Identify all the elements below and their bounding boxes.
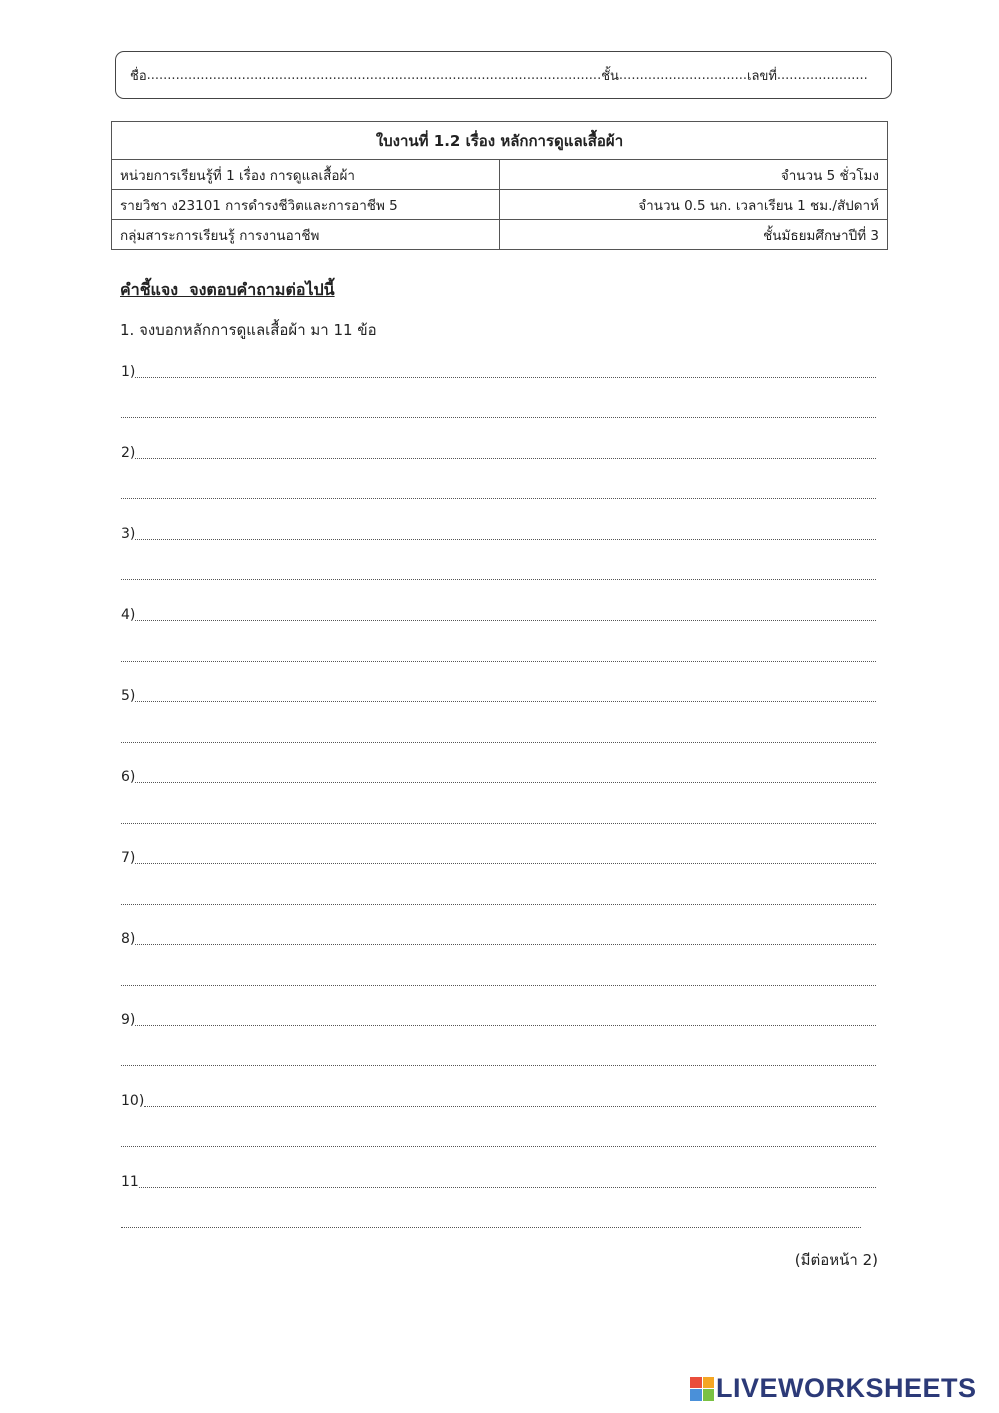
answer-line-5[interactable]: [121, 686, 876, 706]
answer-line-5-cont[interactable]: [121, 727, 876, 747]
answer-line-1-cont[interactable]: [121, 402, 876, 422]
answer-line-11-cont[interactable]: [121, 1212, 861, 1232]
answer-number: 11: [121, 1174, 139, 1190]
answer-line-7[interactable]: [121, 848, 876, 868]
answer-number: 3): [121, 526, 136, 542]
logo-text: LIVEWORKSHEETS: [716, 1373, 977, 1403]
name-field[interactable]: ..............................................................................................................: [146, 67, 602, 83]
logo-icon: [690, 1377, 714, 1401]
answer-line-4-cont[interactable]: [121, 646, 876, 666]
question-text: 1. จงบอกหลักการดูแลเสื้อผ้า มา 11 ข้อ: [120, 321, 377, 339]
answer-number: 6): [121, 769, 136, 785]
answer-line-8[interactable]: [121, 929, 876, 949]
answer-line-8-cont[interactable]: [121, 970, 876, 990]
hours-cell: จำนวน 5 ชั่วโมง: [500, 160, 888, 190]
answer-line-2-cont[interactable]: [121, 483, 876, 503]
student-info-box: [115, 51, 892, 99]
answer-line-6[interactable]: [121, 767, 876, 787]
answer-line-10[interactable]: [121, 1091, 876, 1111]
table-row: [112, 190, 888, 220]
answer-number: 4): [121, 607, 136, 623]
answer-number: 5): [121, 688, 136, 704]
answer-number: 9): [121, 1012, 136, 1028]
liveworksheets-logo: [690, 1373, 977, 1404]
table-row: [112, 220, 888, 250]
subject-cell: รายวิชา ง23101 การดำรงชีวิตและการอาชีพ 5: [112, 190, 500, 220]
class-label: ชั้น: [601, 68, 619, 84]
answer-number: 1): [121, 364, 136, 380]
answer-line-4[interactable]: [121, 605, 876, 625]
unit-cell: หน่วยการเรียนรู้ที่ 1 เรื่อง การดูแลเสื้อผ้า: [112, 160, 500, 190]
credits-cell: จำนวน 0.5 นก. เวลาเรียน 1 ชม./สัปดาห์: [500, 190, 888, 220]
answer-number: 7): [121, 850, 136, 866]
answer-line-1[interactable]: [121, 362, 876, 382]
number-label: เลขที่: [747, 68, 777, 84]
worksheet-info-table: [111, 121, 888, 250]
worksheet-title: ใบงานที่ 1.2 เรื่อง หลักการดูแลเสื้อผ้า: [112, 122, 888, 160]
answer-line-10-cont[interactable]: [121, 1131, 876, 1151]
answer-number: 8): [121, 931, 136, 947]
answer-line-6-cont[interactable]: [121, 808, 876, 828]
number-field[interactable]: ......................: [776, 67, 868, 83]
answer-number: 2): [121, 445, 136, 461]
class-field[interactable]: ...............................: [618, 67, 748, 83]
learning-area-cell: กลุ่มสาระการเรียนรู้ การงานอาชีพ: [112, 220, 500, 250]
answer-line-3-cont[interactable]: [121, 564, 876, 584]
instruction-heading: คำชี้แจง จงตอบคำถามต่อไปนี้: [120, 280, 335, 299]
continued-note: (มีต่อหน้า 2): [794, 1251, 878, 1269]
answer-number: 10): [121, 1093, 145, 1109]
grade-level-cell: ชั้นมัธยมศึกษาปีที่ 3: [500, 220, 888, 250]
answer-line-3[interactable]: [121, 524, 876, 544]
answer-line-11[interactable]: [121, 1172, 876, 1192]
answer-line-9[interactable]: [121, 1010, 876, 1030]
table-row: [112, 160, 888, 190]
name-label: ชื่อ: [130, 68, 147, 84]
answer-line-9-cont[interactable]: [121, 1050, 876, 1070]
answer-line-2[interactable]: [121, 443, 876, 463]
answer-line-7-cont[interactable]: [121, 889, 876, 909]
